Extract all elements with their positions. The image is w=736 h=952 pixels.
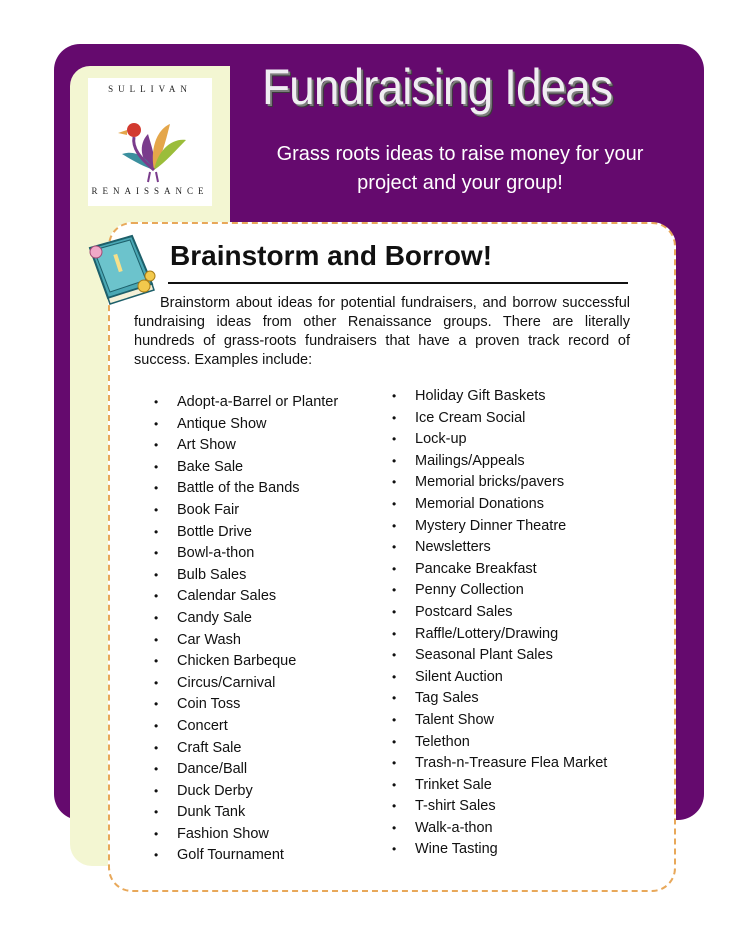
list-item: • Raffle/Lottery/Drawing [392, 624, 607, 646]
list-item: • Fashion Show [154, 824, 338, 846]
page-subtitle [250, 140, 670, 198]
section-heading: Brainstorm and Borrow! [170, 240, 493, 271]
list-item: • Bottle Drive [154, 522, 338, 544]
list-item: • Coin Toss [154, 694, 338, 716]
intro-paragraph: Brainstorm about ideas for potential fundraisers, and borrow successful fundraising ideas from other Renaissance groups. There are literally hundreds of grass-roots fundraisers that have a proven track record of success. Examples include: [134, 295, 630, 368]
list-item: • Trinket Sale [392, 775, 607, 797]
list-item: • Golf Tournament [154, 845, 338, 867]
list-item: • Bowl-a-thon [154, 543, 338, 565]
list-item: • Calendar Sales [154, 586, 338, 608]
ideas-list-right [392, 386, 607, 861]
list-item: • Pancake Breakfast [392, 559, 607, 581]
subtitle-line-1: Grass roots ideas to raise money for your [276, 143, 644, 165]
list-item: • Seasonal Plant Sales [392, 645, 607, 667]
list-item: • Postcard Sales [392, 602, 607, 624]
list-item: • Art Show [154, 435, 338, 457]
list-item: • Newsletters [392, 537, 607, 559]
logo-bottom-text: RENAISSANCE [91, 186, 209, 196]
list-item: • Telethon [392, 732, 607, 754]
list-item: • Mystery Dinner Theatre [392, 516, 607, 538]
list-item: • Tag Sales [392, 688, 607, 710]
list-item: • Adopt-a-Barrel or Planter [154, 392, 338, 414]
list-item: • Lock-up [392, 429, 607, 451]
list-item: • Penny Collection [392, 580, 607, 602]
ideas-list-left [154, 392, 338, 867]
list-item: • Antique Show [154, 414, 338, 436]
logo-top-text: SULLIVAN [108, 84, 192, 94]
list-item: • Mailings/Appeals [392, 451, 607, 473]
list-item: • Battle of the Bands [154, 478, 338, 500]
list-item: • Talent Show [392, 710, 607, 732]
list-item: • Candy Sale [154, 608, 338, 630]
list-item: • Chicken Barbeque [154, 651, 338, 673]
list-item: • Bulb Sales [154, 565, 338, 587]
list-item: • Memorial Donations [392, 494, 607, 516]
subtitle-line-2: project and your group! [357, 172, 563, 194]
list-item: • Ice Cream Social [392, 408, 607, 430]
rooster-logo-icon [110, 100, 190, 184]
list-item: • Craft Sale [154, 738, 338, 760]
heading-divider [168, 282, 628, 284]
list-item: • Duck Derby [154, 781, 338, 803]
list-item: • Concert [154, 716, 338, 738]
list-item: • Wine Tasting [392, 839, 607, 861]
list-item: • Holiday Gift Baskets [392, 386, 607, 408]
list-item: • Dance/Ball [154, 759, 338, 781]
list-item: • Book Fair [154, 500, 338, 522]
sullivan-renaissance-logo [88, 78, 212, 206]
list-item: • T-shirt Sales [392, 796, 607, 818]
list-item: • Circus/Carnival [154, 673, 338, 695]
list-item: • Bake Sale [154, 457, 338, 479]
list-item: • Memorial bricks/pavers [392, 472, 607, 494]
list-item: • Car Wash [154, 630, 338, 652]
page-title: Fundraising Ideas [262, 59, 613, 115]
list-item: • Trash-n-Treasure Flea Market [392, 753, 607, 775]
list-item: • Dunk Tank [154, 802, 338, 824]
list-item: • Silent Auction [392, 667, 607, 689]
list-item: • Walk-a-thon [392, 818, 607, 840]
